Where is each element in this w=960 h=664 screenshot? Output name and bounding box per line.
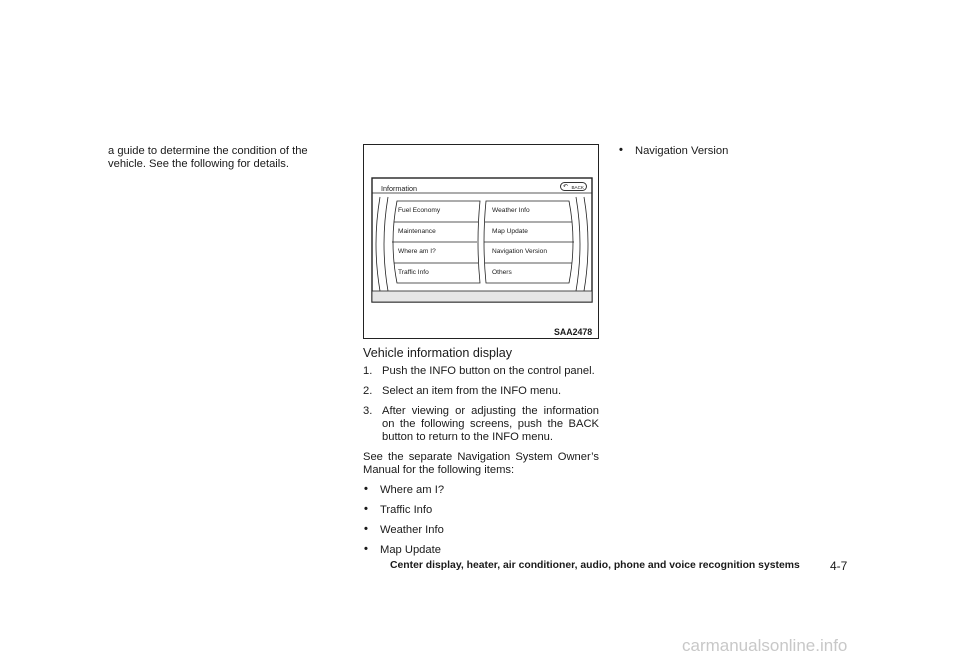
page-number: 4-7	[830, 559, 848, 573]
menu-item-navigation-version: Navigation Version	[492, 248, 547, 255]
middle-column	[363, 144, 599, 564]
menu-item-others: Others	[492, 269, 512, 276]
bullet-item	[363, 484, 599, 497]
step-item	[363, 365, 599, 378]
section-heading: Vehicle information display	[363, 346, 513, 360]
bullet-item	[618, 145, 858, 158]
step-text: Select an item from the INFO menu.	[382, 385, 562, 397]
step-item	[363, 405, 599, 444]
menu-item-traffic-info: Traffic Info	[398, 269, 429, 276]
info-screen-figure	[363, 144, 599, 339]
bullet-icon: •	[364, 503, 368, 515]
menu-item-weather-info: Weather Info	[492, 207, 530, 214]
menu-item-fuel-economy: Fuel Economy	[398, 207, 441, 214]
bullet-item	[363, 524, 599, 537]
bullet-text: Navigation Version	[635, 145, 729, 157]
step-number: 1.	[363, 365, 373, 377]
owners-manual-paragraph: See the separate Navigation System Owner’s Manual for the following items:	[363, 451, 599, 476]
bullet-item	[363, 504, 599, 517]
menu-item-map-update: Map Update	[492, 228, 528, 235]
figure-code: SAA2478	[554, 327, 593, 337]
step-text: After viewing or adjusting the information on the following screens, push the BACK button to return to the INFO menu.	[382, 405, 599, 443]
screen-title: Information	[381, 184, 417, 193]
right-column	[618, 145, 858, 165]
bullet-text: Traffic Info	[380, 504, 433, 516]
bullet-item	[363, 544, 599, 557]
back-button-label: BACK	[571, 185, 584, 190]
bullet-text: Map Update	[380, 544, 441, 556]
watermark: carmanualsonline.info	[682, 636, 848, 655]
steps-list	[363, 365, 599, 444]
bullet-text: Weather Info	[380, 524, 444, 536]
bullet-list	[363, 484, 599, 557]
step-number: 2.	[363, 385, 373, 397]
back-button-drawing	[560, 182, 587, 191]
step-item	[363, 385, 599, 398]
menu-item-where-am-i: Where am I?	[398, 248, 436, 255]
bullet-icon: •	[364, 543, 368, 555]
footer-section-title: Center display, heater, air conditioner, audio, phone and voice recognition systems	[390, 560, 800, 571]
intro-paragraph: a guide to determine the condition of the vehicle. See the following for details.	[108, 145, 308, 170]
left-column	[108, 145, 348, 171]
bullet-icon: •	[364, 523, 368, 535]
step-number: 3.	[363, 405, 373, 417]
step-text: Push the INFO button on the control panel.	[382, 365, 595, 377]
back-arrow-icon: ↶	[563, 184, 569, 190]
bullet-icon: •	[364, 483, 368, 495]
screen-frame-graphic	[364, 145, 598, 338]
bullet-text: Where am I?	[380, 484, 445, 496]
bullet-icon: •	[619, 144, 623, 156]
menu-item-maintenance: Maintenance	[398, 228, 436, 235]
